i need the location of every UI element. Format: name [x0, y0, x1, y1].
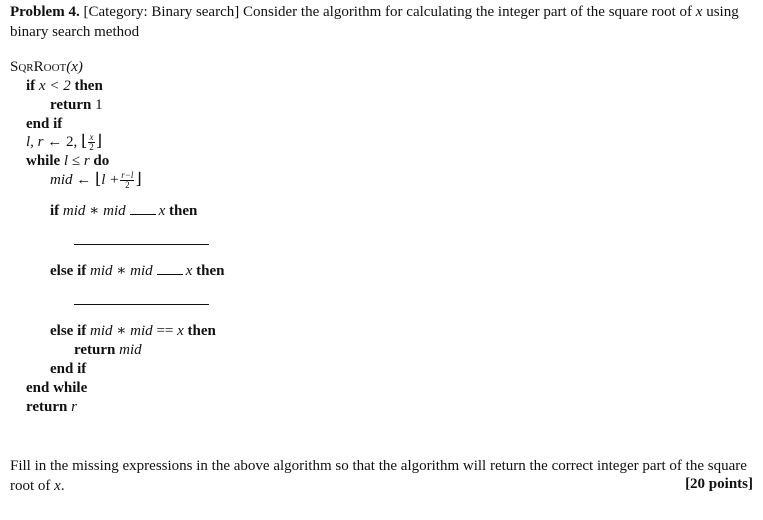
algo-param: (x) [66, 59, 83, 75]
return-value-1: 1 [95, 97, 103, 113]
kw-do: do [93, 153, 110, 169]
floor-left: ⌊ [81, 133, 88, 150]
blank-expression-1[interactable] [74, 244, 209, 245]
floor-den: 2 [89, 142, 94, 153]
return-mid: mid [119, 342, 142, 358]
kw-else-if: else if [50, 263, 87, 279]
mid-fraction [120, 171, 134, 190]
kw-then-2: then [169, 203, 198, 219]
kw-return: return [50, 97, 92, 113]
problem-category: [Category: Binary search] [83, 4, 240, 20]
x-var: x [158, 203, 166, 219]
kw-then-3: then [196, 263, 225, 279]
mid-expr-3: mid ∗ mid [89, 323, 153, 339]
cond-x-lt-2: x < 2 [38, 78, 71, 94]
floor-right: ⌋ [95, 133, 103, 150]
kw-if-2: if [50, 203, 60, 219]
mid-expr: mid ∗ mid [62, 203, 126, 219]
kw-end-if: end if [26, 116, 63, 132]
floor-right-2: ⌋ [135, 171, 142, 188]
kw-then-4: then [187, 323, 216, 339]
blank-operator-2[interactable] [157, 264, 183, 275]
algo-line-init [26, 133, 102, 152]
assign-arrow: ← [47, 134, 63, 150]
kw-if: if [26, 78, 36, 94]
while-cond: l ≤ r [63, 153, 90, 169]
algo-line-elseif-mid [50, 262, 224, 280]
algo-line-elseif-eq [50, 322, 216, 340]
kw-else-if-2: else if [50, 323, 87, 339]
instructions-text: Fill in the missing expressions in the above algorithm so that the algorithm will return the correct integer part of the square root of [10, 458, 747, 494]
points-badge: [20 points] [685, 476, 753, 492]
floor-num: x [89, 132, 94, 143]
blank-operator-1[interactable] [130, 204, 156, 215]
eq-operator: == [156, 323, 174, 339]
algo-name: SqrRoot [10, 59, 67, 75]
algo-header [10, 58, 83, 76]
mid-frac-den: 2 [125, 180, 130, 191]
init-l-value: 2, [66, 134, 78, 150]
algo-line-return1 [50, 96, 103, 114]
kw-end-while: end while [26, 380, 88, 396]
problem-text-end: using binary search method [10, 4, 739, 40]
floor-left-2: ⌊ [95, 171, 102, 188]
mid-rhs-l: l + [101, 172, 120, 188]
kw-end-if-2: end if [50, 361, 87, 377]
problem-statement [10, 2, 752, 42]
algo-line-mid [50, 171, 142, 190]
kw-while: while [26, 153, 61, 169]
problem-var: x [695, 4, 703, 20]
init-vars: l, r [26, 134, 44, 150]
return-r: r [71, 399, 77, 415]
problem-text: Consider the algorithm for calculating the integer part of the square root of [243, 4, 693, 20]
kw-then: then [74, 78, 103, 94]
kw-return-3: return [26, 399, 68, 415]
algo-line-endif-2 [50, 360, 86, 378]
x-var-3: x [177, 323, 184, 339]
floor-fraction [88, 133, 95, 152]
mid-var: mid [50, 172, 73, 188]
mid-frac-num: r−l [121, 170, 134, 181]
algo-line-return-mid [74, 341, 142, 359]
algo-line-return-r [26, 398, 77, 416]
mid-expr-2: mid ∗ mid [89, 263, 153, 279]
blank-expression-2[interactable] [74, 304, 209, 305]
kw-return-2: return [74, 342, 116, 358]
x-var-2: x [185, 263, 193, 279]
algo-line-endif [26, 115, 62, 133]
problem-label: Problem 4. [10, 4, 80, 20]
algo-line-if [26, 77, 103, 95]
algo-line-if-mid [50, 202, 197, 220]
algo-line-while [26, 152, 109, 170]
instructions: Fill in the missing expressions in the above algorithm so that the algorithm will return the correct integer part of the square root of x. [10, 458, 747, 494]
instructions-var: x [54, 478, 61, 494]
assign-arrow-2: ← [76, 172, 92, 188]
algo-line-endwhile [26, 379, 87, 397]
